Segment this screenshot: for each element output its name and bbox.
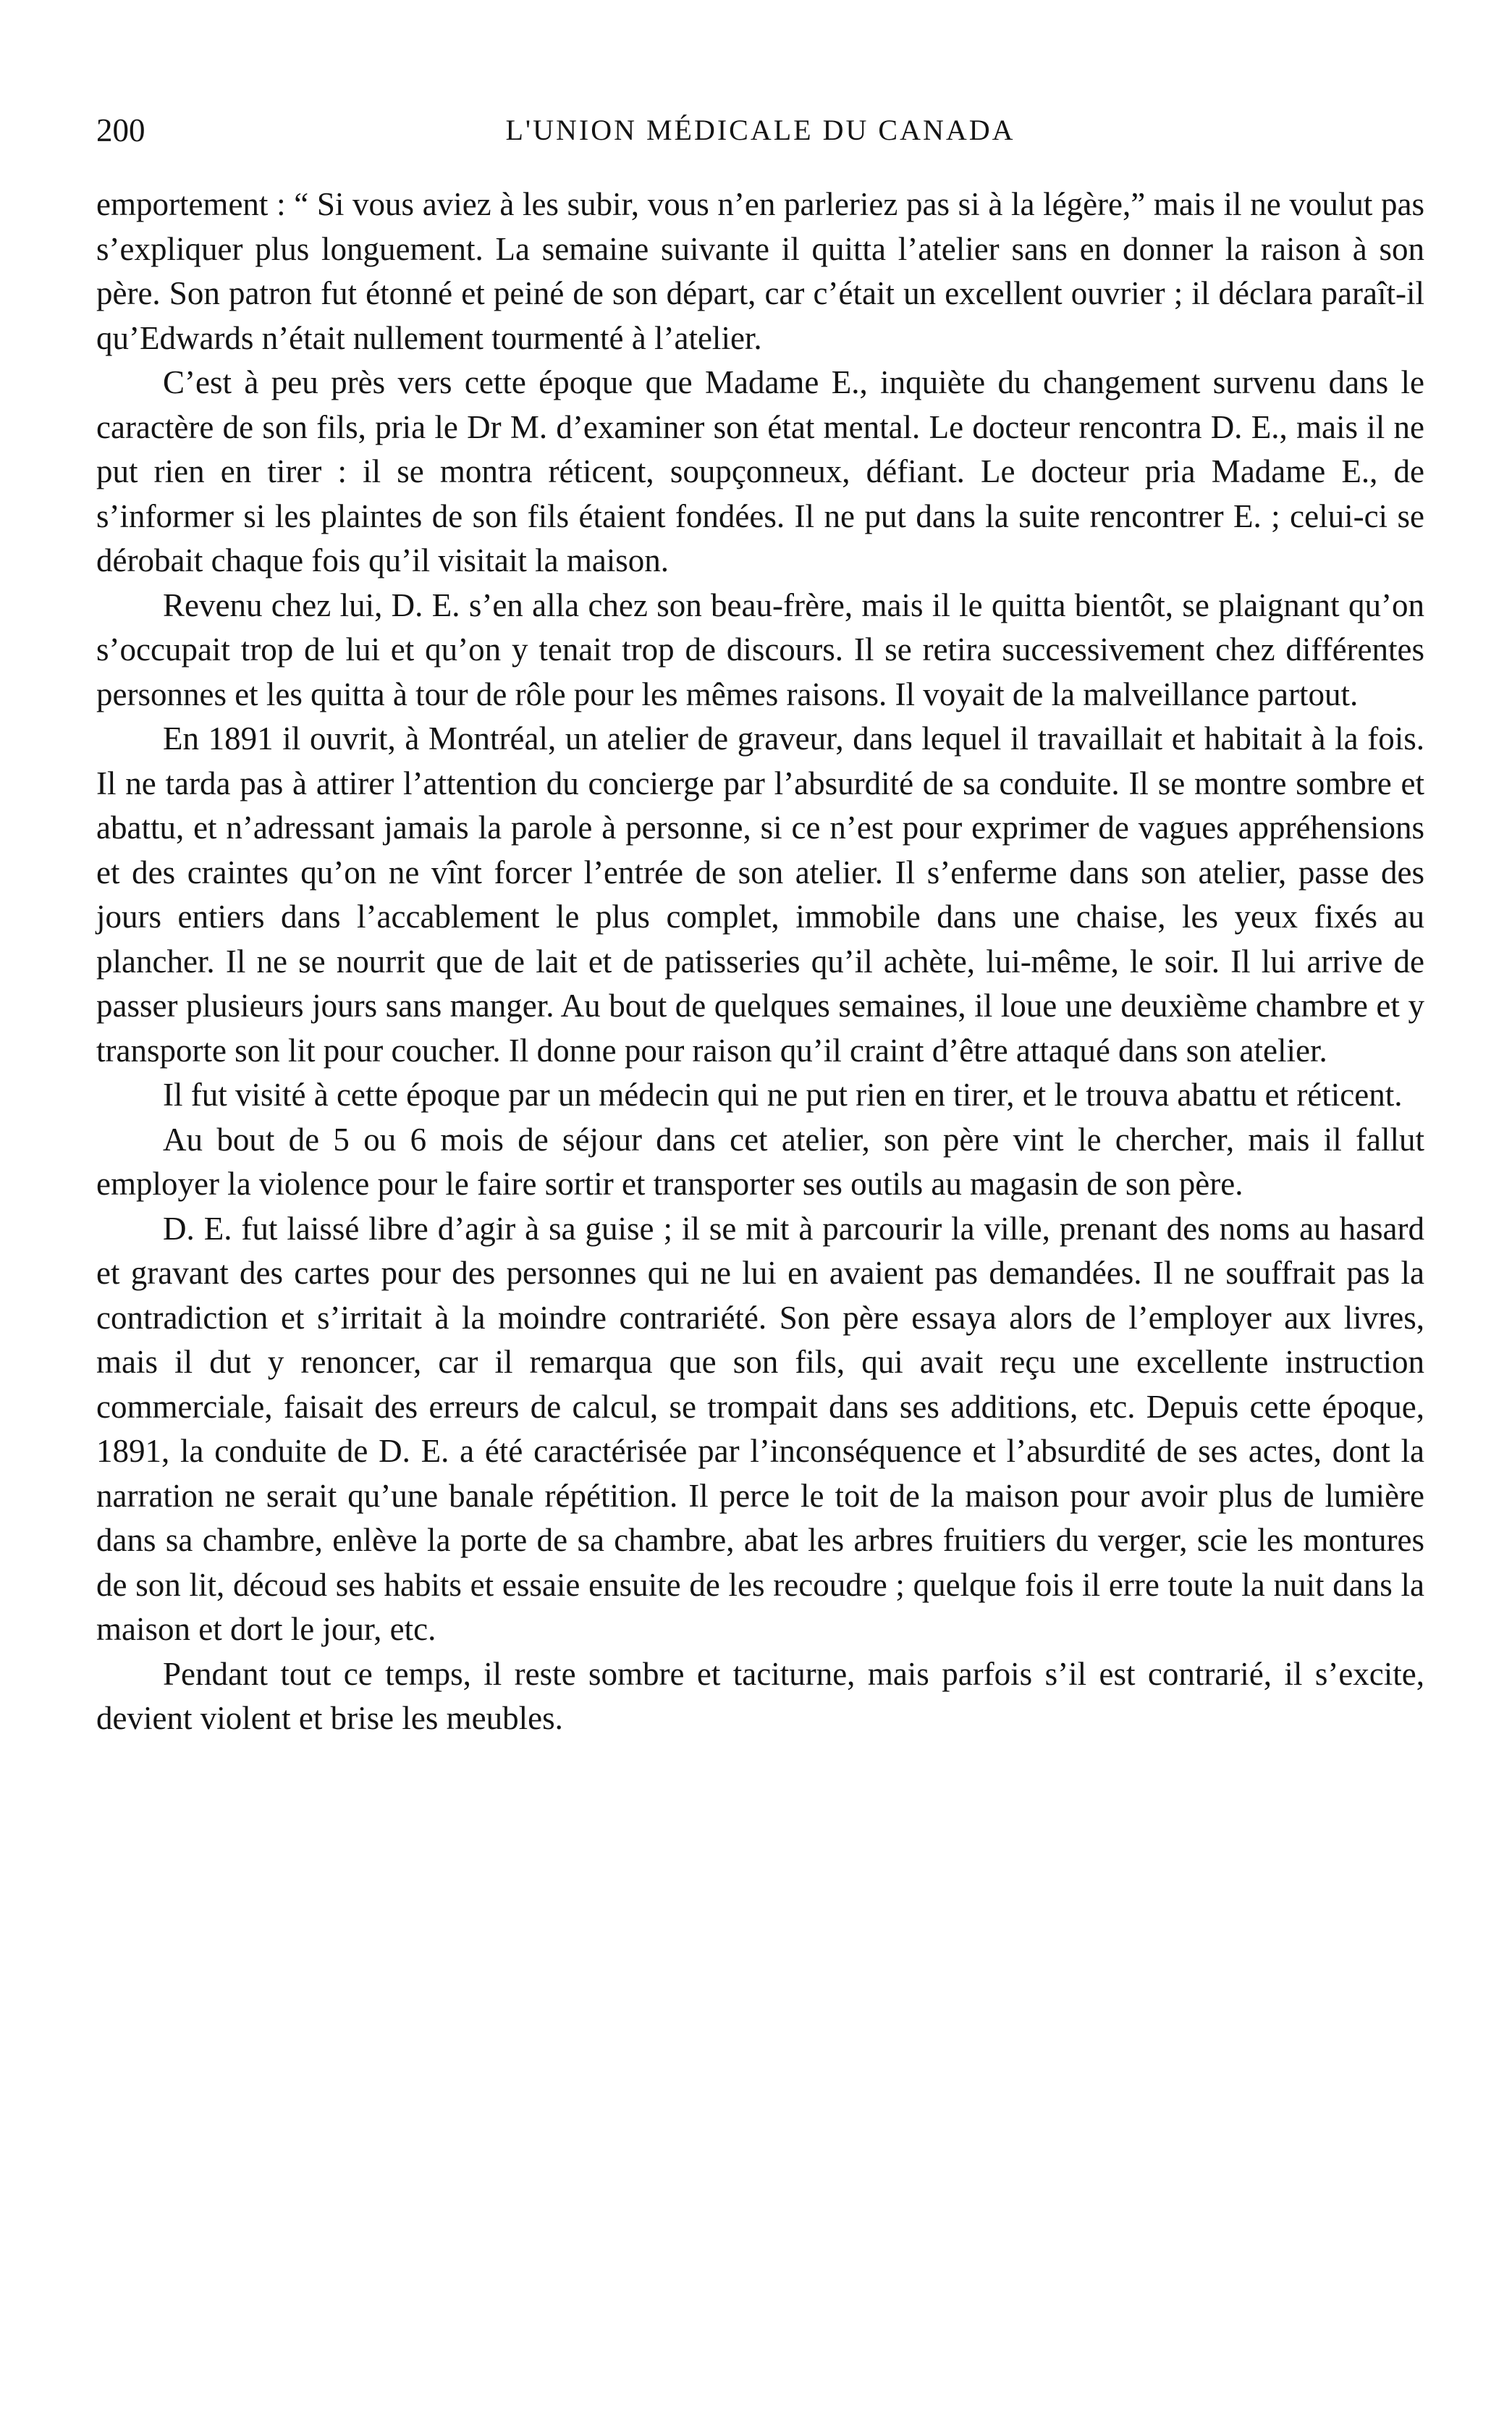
paragraph: Revenu chez lui, D. E. s’en alla chez son beau-frère, mais il le quitta bientôt, se plaignant qu’on s’occupait trop de lui et qu’on y tenait trop de discours. Il se retira successivement chez différentes personnes et les quitta à tour de rôle pour les mêmes raisons. Il voyait de la malveillance partout. bbox=[96, 586, 1424, 712]
paragraph: Il fut visité à cette époque par un médecin qui ne put rien en tirer, et le trouva abattu et réticent. bbox=[163, 1077, 1403, 1113]
running-header bbox=[96, 109, 1424, 159]
paragraph: Au bout de 5 ou 6 mois de séjour dans cet atelier, son père vint le chercher, mais il fallut employer la violence pour le faire sortir et transporter ses outils au magasin de son père. bbox=[96, 1121, 1424, 1202]
paragraph: C’est à peu près vers cette époque que Madame E., inquiète du changement survenu dans le caractère de son fils, pria le Dr M. d’examiner son état mental. Le docteur rencontra D. E., mais il ne put rien en tirer : il se montra réticent, soupçonneux, défiant. Le docteur pria Madame E., de s’informer si les plaintes de son fils étaient fondées. Il ne put dans la suite rencontrer E. ; celui-ci se dérobait chaque fois qu’il visitait la maison. bbox=[96, 364, 1424, 578]
paragraph: Pendant tout ce temps, il reste sombre et taciturne, mais parfois s’il est contrarié, il s’excite, devient violent et brise les meubles. bbox=[96, 1655, 1424, 1736]
document-page bbox=[96, 109, 1424, 1741]
page-number: 200 bbox=[96, 112, 145, 148]
body-text bbox=[96, 182, 1424, 1741]
paragraph: En 1891 il ouvrit, à Montréal, un atelier de graveur, dans lequel il travaillait et habitait à la fois. Il ne tarda pas à attirer l’attention du concierge par l’absurdité de sa conduite. Il se montre sombre et abattu, et n’adressant jamais la parole à personne, si ce n’est pour exprimer de vagues appréhensions et des craintes qu’on ne vînt forcer l’entrée de son atelier. Il s’enferme dans son atelier, passe des jours entiers dans l’accablement le plus complet, immobile dans une chaise, les yeux fixés au plancher. Il ne se nourrit que de lait et de patisseries qu’il achète, lui-même, le soir. Il lui arrive de passer plusieurs jours sans manger. Au bout de quelques semaines, il loue une deuxième chambre et y transporte son lit pour coucher. Il donne pour raison qu’il craint d’être attaqué dans son atelier. bbox=[96, 720, 1424, 1069]
paragraph: D. E. fut laissé libre d’agir à sa guise ; il se mit à parcourir la ville, prenant des noms au hasard et gravant des cartes pour des personnes qui ne lui en avaient pas demandées. Il ne souffrait pas la contradiction et s’irritait à la moindre contrariété. Son père essaya alors de l’employer aux livres, mais il dut y renoncer, car il remarqua que son fils, qui avait reçu une excellente instruction commerciale, faisait des erreurs de calcul, se trompait dans ses additions, etc. Depuis cette époque, 1891, la conduite de D. E. a été caractérisée par l’inconséquence et l’absurdité de ses actes, dont la narration ne serait qu’une banale répétition. Il perce le toit de la maison pour avoir plus de lumière dans sa chambre, enlève la porte de sa chambre, abat les arbres fruitiers du verger, scie les montures de son lit, découd ses habits et essaie ensuite de les recoudre ; quelque fois il erre toute la nuit dans la maison et dort le jour, etc. bbox=[96, 1210, 1424, 1647]
paragraph: emportement : “ Si vous aviez à les subir, vous n’en parleriez pas si à la légère,” mais il ne voulut pas s’expliquer plus longuement. La semaine suivante il quitta l’atelier sans en donner la raison à son père. Son patron fut étonné et peiné de son départ, car c’était un excellent ouvrier ; il déclara paraît-il qu’Edwards n’était nullement tourmenté à l’atelier. bbox=[96, 186, 1424, 356]
journal-title: L'UNION MÉDICALE DU CANADA bbox=[505, 114, 1015, 146]
